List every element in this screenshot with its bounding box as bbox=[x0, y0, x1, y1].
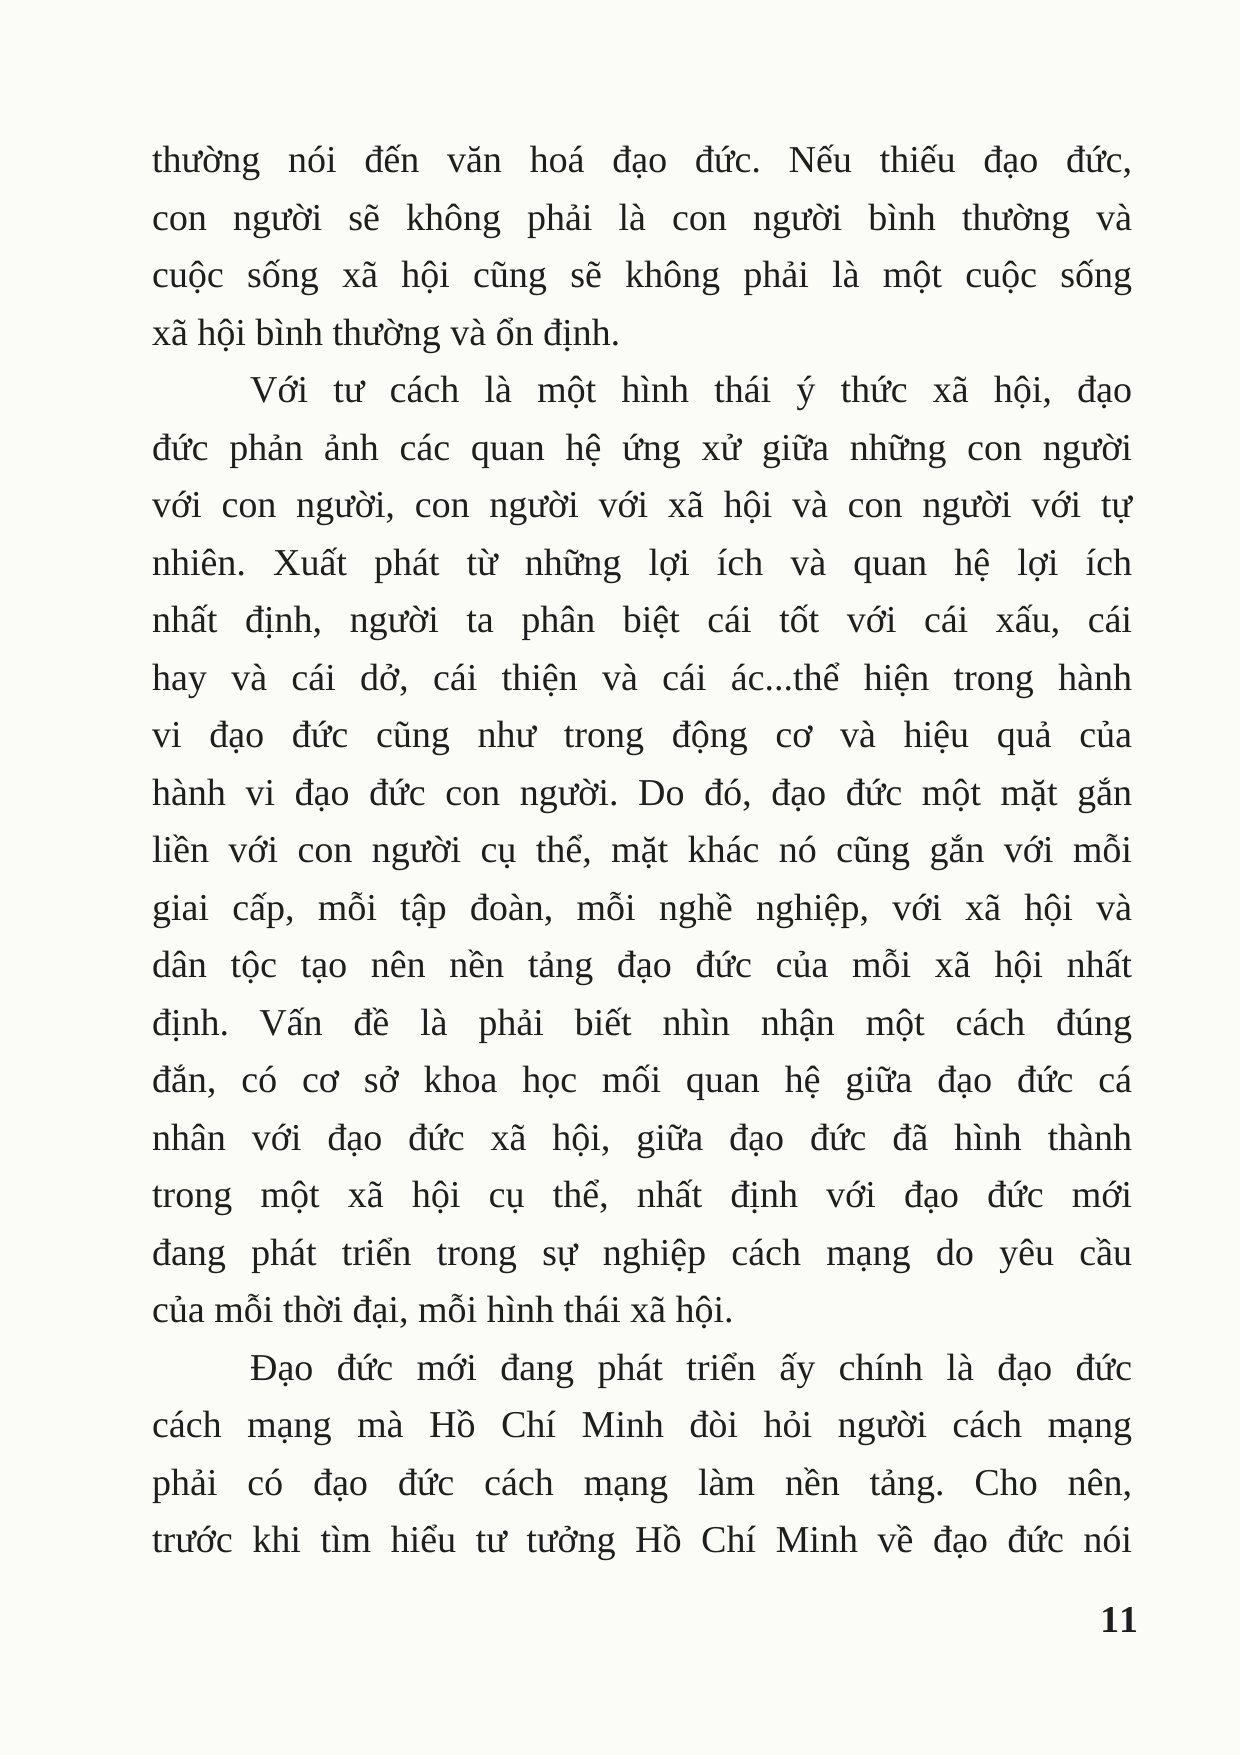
text-line: trong một xã hội cụ thể, nhất định với đạo đức mới bbox=[152, 1174, 1132, 1216]
text-line: định. Vấn đề là phải biết nhìn nhận một cách đúng bbox=[152, 1001, 1132, 1044]
text-line: cách mạng mà Hồ Chí Minh đòi hỏi người cách mạng bbox=[152, 1404, 1132, 1446]
page-number: 11 bbox=[1100, 1599, 1140, 1641]
text-line: của mỗi thời đại, mỗi hình thái xã hội. bbox=[152, 1289, 734, 1331]
text-line: hay và cái dở, cái thiện và cái ác...thể hiện trong hành bbox=[152, 656, 1132, 699]
text-line: Với tư cách là một hình thái ý thức xã hội, đạo bbox=[250, 369, 1132, 411]
text-line: con người sẽ không phải là con người bình thường và bbox=[152, 196, 1132, 239]
text-line: giai cấp, mỗi tập đoàn, mỗi nghề nghiệp, với xã hội và bbox=[152, 886, 1132, 929]
text-line: đang phát triển trong sự nghiệp cách mạng do yêu cầu bbox=[152, 1231, 1132, 1274]
text-line: dân tộc tạo nên nền tảng đạo đức của mỗi xã hội nhất bbox=[152, 944, 1132, 986]
text-line: cuộc sống xã hội cũng sẽ không phải là một cuộc sống bbox=[152, 254, 1132, 296]
text-line: với con người, con người với xã hội và con người với tự bbox=[152, 484, 1132, 526]
text-line: hành vi đạo đức con người. Do đó, đạo đức một mặt gắn bbox=[152, 771, 1132, 814]
text-line: đắn, có cơ sở khoa học mối quan hệ giữa đạo đức cá bbox=[152, 1059, 1132, 1101]
text-line: thường nói đến văn hoá đạo đức. Nếu thiếu đạo đức, bbox=[152, 139, 1132, 181]
text-line: trước khi tìm hiểu tư tưởng Hồ Chí Minh về đạo đức nói bbox=[152, 1519, 1132, 1561]
text-line: nhiên. Xuất phát từ những lợi ích và quan hệ lợi ích bbox=[152, 541, 1132, 584]
text-line: xã hội bình thường và ổn định. bbox=[152, 311, 621, 354]
text-line: nhân với đạo đức xã hội, giữa đạo đức đã hình thành bbox=[152, 1116, 1132, 1159]
text-line: đức phản ảnh các quan hệ ứng xử giữa những con người bbox=[152, 426, 1132, 469]
body-text bbox=[152, 132, 1132, 1570]
text-line: liền với con người cụ thể, mặt khác nó cũng gắn với mỗi bbox=[152, 829, 1132, 871]
text-line: phải có đạo đức cách mạng làm nền tảng. Cho nên, bbox=[152, 1461, 1132, 1504]
text-line: nhất định, người ta phân biệt cái tốt với cái xấu, cái bbox=[152, 599, 1132, 641]
text-line: vi đạo đức cũng như trong động cơ và hiệu quả của bbox=[152, 714, 1132, 756]
text-line: Đạo đức mới đang phát triển ấy chính là đạo đức bbox=[250, 1346, 1132, 1389]
